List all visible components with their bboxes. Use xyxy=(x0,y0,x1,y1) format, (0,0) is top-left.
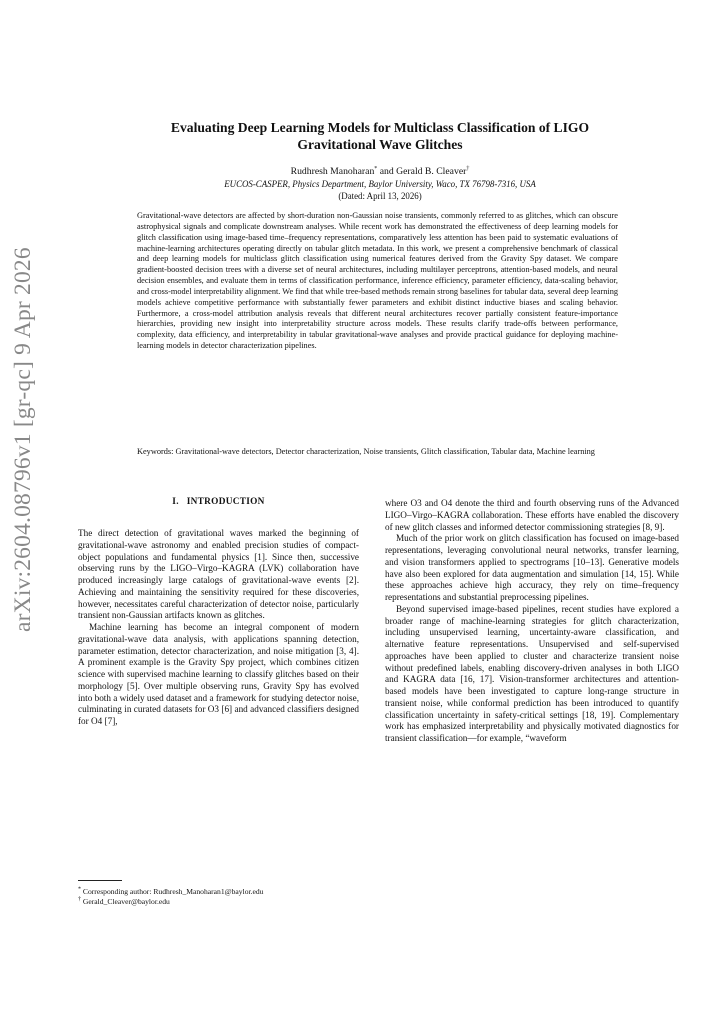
footnote-mark: † xyxy=(78,896,81,903)
left-column xyxy=(78,528,359,728)
section-heading-introduction: I. INTRODUCTION xyxy=(172,497,265,507)
author-name: Rudhresh Manoharan xyxy=(290,166,375,177)
author-footnote-mark: * xyxy=(374,165,378,172)
footnote-second-author xyxy=(78,897,368,907)
paper-title xyxy=(100,120,660,153)
date-line: (Dated: April 13, 2026) xyxy=(338,191,422,201)
author-list xyxy=(100,165,660,178)
footnote-corresponding-author xyxy=(78,887,368,897)
keywords: Keywords: Gravitational-wave detectors, Detector characterization, Noise transients, Glitch classification, Tabular data, Machine learning xyxy=(137,447,595,456)
footnote-divider xyxy=(78,880,122,881)
body-paragraph: Machine learning has become an integral component of modern gravitational-wave data analysis, with applications spanning detection, parameter estimation, detector characterization, and noise mitigation [3, 4]. A prominent example is the Gravity Spy project, which combines citizen science with supervised machine learning to classify glitches based on their morphology [5]. Over multiple observing runs, Gravity Spy has evolved into both a widely used dataset and a framework for studying detector noise, culminating in curated datasets for O3 [6] and advanced classifiers designed for O4 [7], xyxy=(78,622,359,726)
footnote-text: Corresponding author: Rudhresh_Manoharan1@baylor.edu xyxy=(81,887,264,896)
abstract: Gravitational-wave detectors are affected by short-duration non-Gaussian noise transients, commonly referred to as glitches, which can obscure astrophysical signals and complicate downstream analyses. While recent work has demonstrated the effectiveness of deep learning models for glitch classification using image-based time–frequency representations, comparatively less attention has been paid to systematic evaluations of machine-learning architectures operating directly on tabular glitch metadata. In this work, we present a comprehensive benchmark of classical and deep learning models for multiclass glitch classification using numerical features derived from the Gravity Spy dataset. We compare gradient-boosted decision trees with a diverse set of neural architectures, including multilayer perceptrons, attention-based models, and neural decision ensembles, and evaluate them in terms of classification performance, inference efficiency, parameter efficiency, data-scaling behavior, and cross-model interpretability alignment. We find that while tree-based methods remain strong baselines for tabular data, several deep learning models achieve competitive performance with substantially fewer parameters and exhibit distinct inductive biases and scaling behavior. Furthermore, a cross-model attribution analysis reveals that different neural architectures recover partially consistent feature-importance hierarchies, providing new insight into interpretability structure across models. These results clarify trade-offs between performance, complexity, data efficiency, and interpretability in tabular gravitational-wave analyses and provide practical guidance for deploying machine-learning models in detector characterization pipelines. xyxy=(137,211,618,351)
affiliation: EUCOS-CASPER, Physics Department, Baylor University, Waco, TX 76798-7316, USA xyxy=(224,179,536,189)
footnote-text: Gerald_Cleaver@baylor.edu xyxy=(81,897,170,906)
body-paragraph: where O3 and O4 denote the third and fourth observing runs of the Advanced LIGO–Virgo–KAGRA collaboration. These efforts have enabled the discovery of new glitch classes and informed detector commissioning strategies [8, 9]. xyxy=(385,498,679,532)
author-footnote-mark: † xyxy=(466,165,470,172)
body-paragraph: Beyond supervised image-based pipelines, recent studies have explored a broader range of machine-learning strategies for glitch characterization, including unsupervised learning, uncertainty-aware classification, and alternative feature representations. Unsupervised and self-supervised approaches have been applied to cluster and characterize transient noise without predefined labels, enabling discovery-driven analyses in both LIGO and KAGRA data [16, 17]. Vision-transformer architectures and attention-based models have been investigated to capture long-range structure in transient noise, while conformal prediction has been introduced to quantify classification uncertainty in safety-critical settings [18, 19]. Complementary work has emphasized interpretability and physically motivated diagnostics for transient classification—for example, “waveform xyxy=(385,603,679,743)
footnote-mark: * xyxy=(78,886,81,893)
author-name: Gerald B. Cleaver xyxy=(396,166,467,177)
title-line-1: Evaluating Deep Learning Models for Multiclass Classification of LIGO xyxy=(170,120,590,135)
right-column xyxy=(385,498,679,745)
title-line-2: Gravitational Wave Glitches xyxy=(297,136,463,152)
author-conjunction: and xyxy=(377,166,397,177)
body-paragraph: The direct detection of gravitational waves marked the beginning of gravitational-wave astronomy and enabled precision studies of compact-object populations and fundamental physics [1]. Since then, successive observing runs by the LIGO–Virgo–KAGRA (LVK) collaboration have produced increasingly large catalogs of gravitational-wave events [2]. Achieving and maintaining the sensitivity required for these discoveries, however, necessitates careful characterization of detector noise, particularly transient non-Gaussian artifacts known as glitches. xyxy=(78,528,359,621)
body-paragraph: Much of the prior work on glitch classification has focused on image-based representations, leveraging convolutional neural networks, transfer learning, and vision transformers applied to spectrograms [10–13]. Generative models have also been explored for data augmentation and simulation [14, 15]. While these approaches achieve high accuracy, they rely on time–frequency representations and substantial preprocessing pipelines. xyxy=(385,533,679,602)
footnotes xyxy=(78,887,368,907)
arxiv-identifier-stamp: arXiv:2604.08796v1 [gr-qc] 9 Apr 2026 xyxy=(10,247,36,632)
